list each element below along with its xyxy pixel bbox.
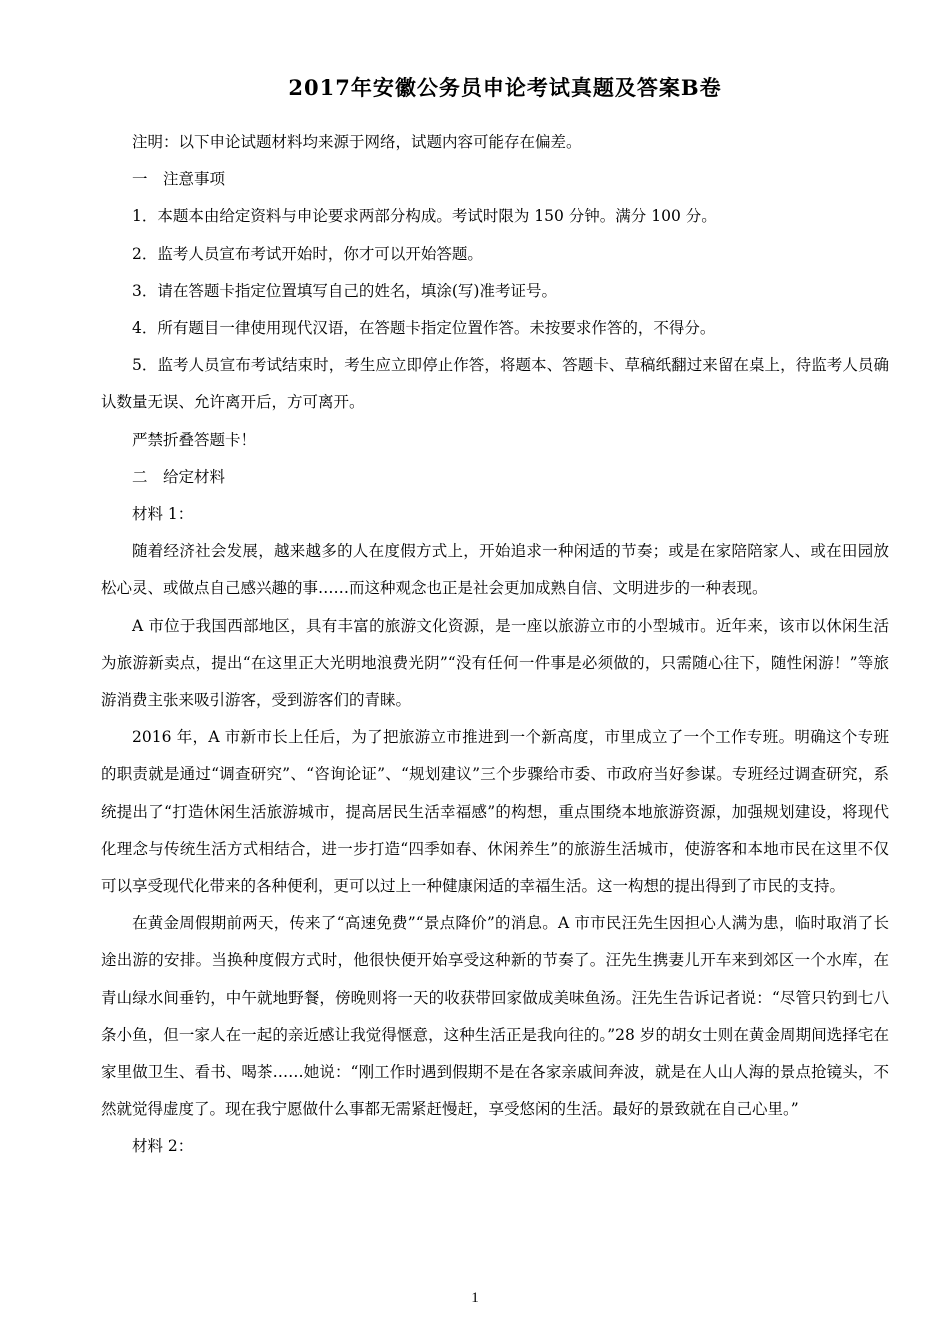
paragraph: A 市位于我国西部地区，具有丰富的旅游文化资源，是一座以旅游立市的小型城市。近年来，该市以休闲生活为旅游新卖点，提出“在这里正大光明地浪费光阴”“没有任何一件事是必须做的，只需随心往下，随性闲游！”等旅游消费主张来吸引游客，受到游客们的青睐。 <box>101 616 889 710</box>
paragraph: 1．本题本由给定资料与申论要求两部分构成。考试时限为 150 分钟。满分 100 分。 <box>132 207 717 226</box>
section-heading-notice: 一 注意事项 <box>132 170 226 189</box>
paragraph: 5．监考人员宣布考试结束时，考生应立即停止作答，将题本、答题卡、草稿纸翻过来留在桌上，待监考人员确认数量无误、允许离开后，方可离开。 <box>101 356 889 412</box>
paragraph: 2016 年，A 市新市长上任后，为了把旅游立市推进到一个新高度，市里成立了一个工作专班。明确这个专班的职责就是通过“调查研究”、“咨询论证”、“规划建议”三个步骤给市委、市政府当好参谋。专班经过调查研究，系统提出了“打造休闲生活旅游城市，提高居民生活幸福感”的构想，重点围绕本地旅游资源，加强规划建设，将现代化理念与传统生活方式相结合，进一步打造“四季如春、休闲养生”的旅游生活城市，使游客和本地市民在这里不仅可以享受现代化带来的各种便利，更可以过上一种健康闲适的幸福生活。这一构想的提出得到了市民的支持。 <box>101 728 889 896</box>
paragraph: 4．所有题目一律使用现代汉语，在答题卡指定位置作答。未按要求作答的，不得分。 <box>132 319 716 338</box>
section-heading-materials: 二 给定材料 <box>132 467 226 486</box>
material-label: 材料 1： <box>132 505 194 524</box>
material-label: 材料 2： <box>132 1137 194 1156</box>
page-number: 1 <box>471 1290 479 1306</box>
paragraph: 随着经济社会发展，越来越多的人在度假方式上，开始追求一种闲适的节奏；或是在家陪陪家人、或在田园放松心灵、或做点自己感兴趣的事……而这种观念也正是社会更加成熟自信、文明进步的一种表现。 <box>101 542 889 598</box>
document-body <box>101 124 889 1166</box>
paragraph: 2．监考人员宣布考试开始时，你才可以开始答题。 <box>132 244 483 263</box>
paragraph: 严禁折叠答题卡！ <box>132 430 257 449</box>
document-title: 2017年安徽公务员申论考试真题及答案B卷 <box>288 75 722 100</box>
paragraph: 在黄金周假期前两天，传来了“高速免费”“景点降价”的消息。A 市市民汪先生因担心人满为患，临时取消了长途出游的安排。当换种度假方式时，他很快便开始享受这种新的节奏了。汪先生携妻儿开车来到郊区一个水库，在青山绿水间垂钓，中午就地野餐，傍晚则将一天的收获带回家做成美味鱼汤。汪先生告诉记者说：“尽管只钓到七八条小鱼，但一家人在一起的亲近感让我觉得惬意，这种生活正是我向往的。”28 岁的胡女士则在黄金周期间选择宅在家里做卫生、看书、喝茶……她说：“刚工作时遇到假期不是在各家亲戚间奔波，就是在人山人海的景点抢镜头，不然就觉得虚度了。现在我宁愿做什么事都无需紧赶慢赶，享受悠闲的生活。最好的景致就在自己心里。” <box>101 914 889 1119</box>
paragraph: 注明：以下申论试题材料均来源于网络，试题内容可能存在偏差。 <box>132 133 582 151</box>
paragraph: 3．请在答题卡指定位置填写自己的姓名，填涂(写)准考证号。 <box>132 281 557 300</box>
